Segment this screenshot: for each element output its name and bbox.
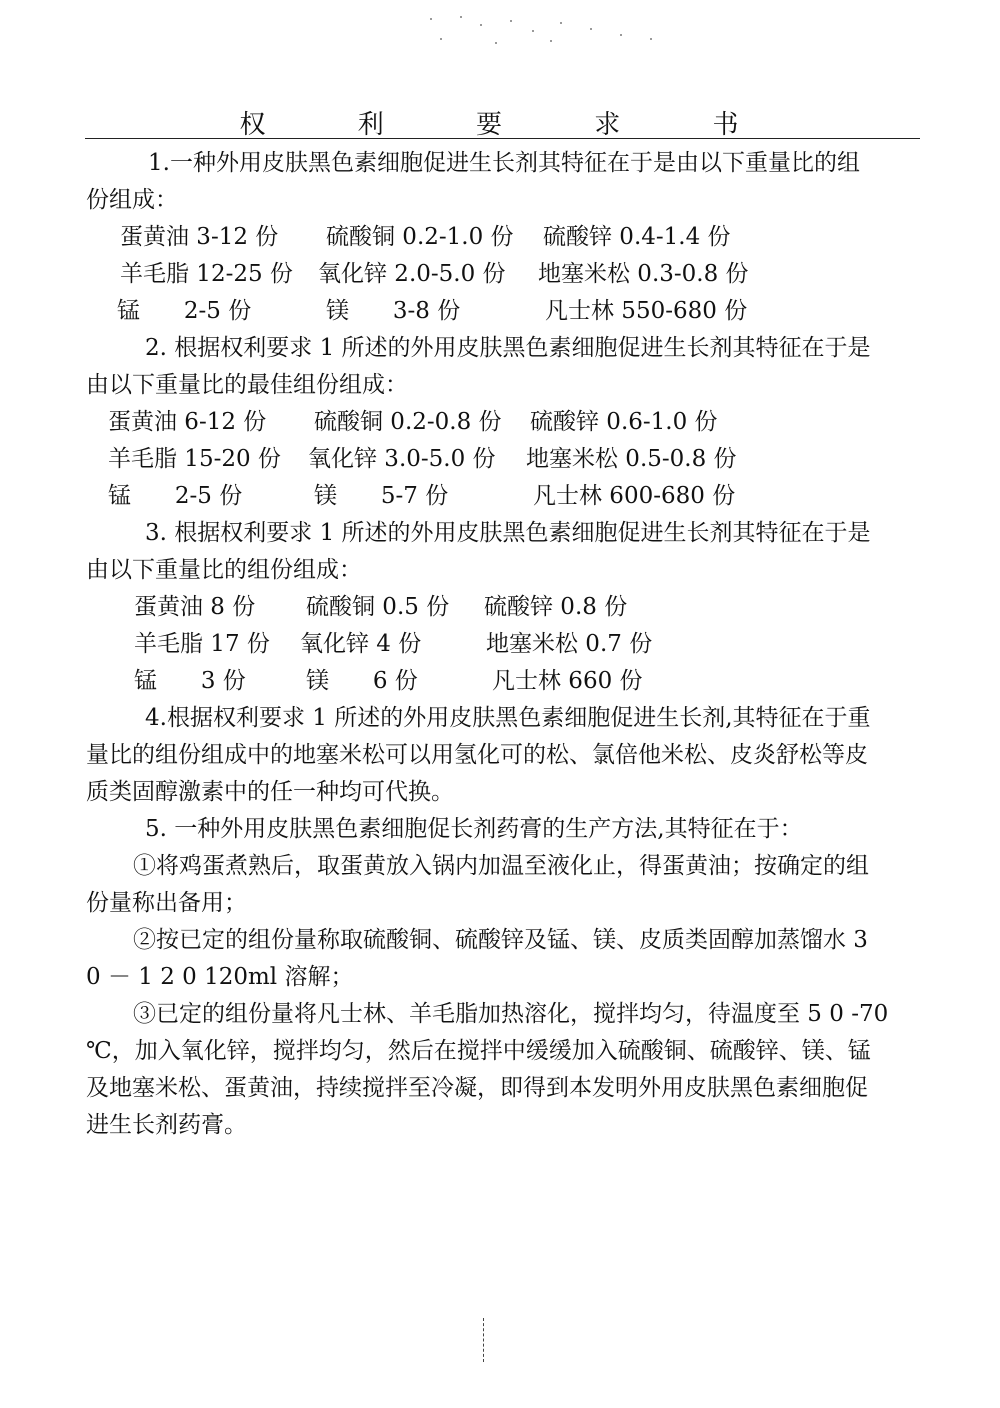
claim4-line1: 4.根据权利要求 1 所述的外用皮肤黑色素细胞促进生长剂,其特征在于重 bbox=[145, 705, 871, 731]
claim3-row2-col2: 氧化锌 4 份 bbox=[300, 631, 422, 657]
claim2-row1-col1: 蛋黄油 6-12 份 bbox=[108, 409, 267, 435]
page-fold-mark bbox=[483, 1318, 486, 1362]
claim2-row3-col2: 镁 5-7 份 bbox=[314, 483, 449, 509]
claim1-line1: 1.一种外用皮肤黑色素细胞促进生长剂其特征在于是由以下重量比的组 bbox=[148, 150, 860, 176]
claim4-line2: 量比的组份组成中的地塞米松可以用氢化可的松、氯倍他米松、皮炎舒松等皮 bbox=[86, 742, 868, 768]
claim2-row2-col3: 地塞米松 0.5-0.8 份 bbox=[526, 446, 737, 472]
claim5-step1-line2: 份量称出备用； bbox=[86, 890, 247, 916]
claim3-line2: 由以下重量比的组份组成： bbox=[86, 557, 362, 583]
claim5-step3-line3: 及地塞米松、蛋黄油，持续搅拌至冷凝，即得到本发明外用皮肤黑色素细胞促 bbox=[86, 1075, 868, 1101]
claim2-row3-col3: 凡士林 600-680 份 bbox=[533, 483, 736, 509]
scan-noise-marks bbox=[420, 12, 680, 52]
claim3-row1-col3: 硫酸锌 0.8 份 bbox=[484, 594, 628, 620]
claim5-step1-line1: ①将鸡蛋煮熟后，取蛋黄放入锅内加温至液化止，得蛋黄油；按确定的组 bbox=[133, 853, 869, 879]
claim2-line2: 由以下重量比的最佳组份组成： bbox=[86, 372, 408, 398]
claim1-line2: 份组成： bbox=[86, 187, 178, 213]
claim2-line1: 2. 根据权利要求 1 所述的外用皮肤黑色素细胞促进生长剂其特征在于是 bbox=[145, 335, 871, 361]
claim1-row3-col2: 镁 3-8 份 bbox=[326, 298, 461, 324]
claim1-row1-col3: 硫酸锌 0.4-1.4 份 bbox=[543, 224, 731, 250]
claim3-row2-col1: 羊毛脂 17 份 bbox=[134, 631, 270, 657]
claim5-step2-line1: ②按已定的组份量称取硫酸铜、硫酸锌及锰、镁、皮质类固醇加蒸馏水 3 bbox=[133, 927, 868, 953]
claim2-row2-col2: 氧化锌 3.0-5.0 份 bbox=[308, 446, 496, 472]
claim3-row3-col1: 锰 3 份 bbox=[134, 668, 246, 694]
claim1-row2-col1: 羊毛脂 12-25 份 bbox=[120, 261, 293, 287]
claim5-step3-line2: ℃，加入氧化锌，搅拌均匀，然后在搅拌中缓缓加入硫酸铜、硫酸锌、镁、锰 bbox=[86, 1038, 871, 1064]
claim2-row2-col1: 羊毛脂 15-20 份 bbox=[108, 446, 281, 472]
claim3-row3-col2: 镁 6 份 bbox=[306, 668, 418, 694]
claim2-row1-col3: 硫酸锌 0.6-1.0 份 bbox=[530, 409, 718, 435]
claim5-step3-line1: ③已定的组份量将凡士林、羊毛脂加热溶化，搅拌均匀，待温度至 5 0 -70 bbox=[133, 1001, 889, 1027]
claim5-step2-line2: 0 － 1 2 0 120ml 溶解； bbox=[86, 964, 354, 990]
claim1-row3-col3: 凡士林 550-680 份 bbox=[545, 298, 748, 324]
claim2-row3-col1: 锰 2-5 份 bbox=[108, 483, 243, 509]
claim3-row2-col3: 地塞米松 0.7 份 bbox=[486, 631, 653, 657]
claim1-row1-col2: 硫酸铜 0.2-1.0 份 bbox=[326, 224, 514, 250]
claim1-row1-col1: 蛋黄油 3-12 份 bbox=[120, 224, 279, 250]
claim3-row1-col1: 蛋黄油 8 份 bbox=[134, 594, 256, 620]
claim2-row1-col2: 硫酸铜 0.2-0.8 份 bbox=[314, 409, 502, 435]
claim3-row1-col2: 硫酸铜 0.5 份 bbox=[306, 594, 450, 620]
claim1-row3-col1: 锰 2-5 份 bbox=[117, 298, 252, 324]
page-title: 权 利 要 求 书 bbox=[239, 110, 781, 140]
claim1-row2-col2: 氧化锌 2.0-5.0 份 bbox=[318, 261, 506, 287]
title-underline bbox=[85, 138, 920, 139]
claim4-line3: 质类固醇激素中的任一种均可代换。 bbox=[86, 779, 454, 805]
claim5-line1: 5. 一种外用皮肤黑色素细胞促长剂药膏的生产方法,其特征在于： bbox=[145, 816, 803, 842]
claim3-line1: 3. 根据权利要求 1 所述的外用皮肤黑色素细胞促进生长剂其特征在于是 bbox=[145, 520, 871, 546]
claim5-step3-line4: 进生长剂药膏。 bbox=[86, 1112, 247, 1138]
claim1-row2-col3: 地塞米松 0.3-0.8 份 bbox=[538, 261, 749, 287]
claim3-row3-col3: 凡士林 660 份 bbox=[492, 668, 643, 694]
